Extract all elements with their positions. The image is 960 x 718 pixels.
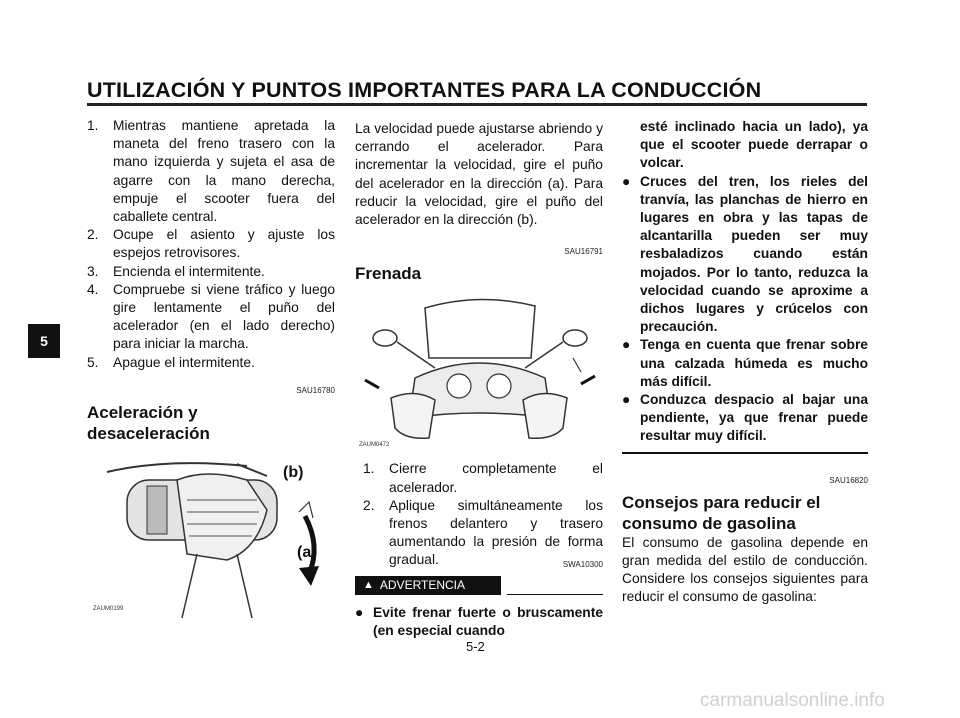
braking-steps-list	[355, 460, 603, 569]
bullet-dot-icon: ●	[622, 392, 631, 408]
figure-code: ZAUM0472	[359, 442, 390, 449]
throttle-figure	[87, 450, 335, 620]
warning-bullet: ● Conduzca despacio al bajar una pendiente, ya que frenar puede resultar muy difícil.	[622, 391, 868, 446]
chapter-tab: 5	[28, 324, 60, 358]
warning-bullet: ● Cruces del tren, los rieles del tranvía, las planchas de hierro en lugares en obra y las tapas de alcantarilla pueden ser muy resbaladizos cuando están mojados. Por lo tanto, reduzca la velocidad cuando se aproxime a dichos lugares y crúcelos con precaución.	[622, 173, 868, 337]
list-item: 4. Compruebe si viene tráfico y luego gire lentamente el puño del acelerador (en el lado derecho) para iniciar la marcha.	[87, 281, 335, 352]
section-code: SAU16791	[564, 247, 603, 257]
warning-triangle-icon: ▲	[363, 579, 374, 592]
list-item: 2. Aplique simultáneamente los frenos delantero y trasero aumentando la presión de forma gradual.	[363, 497, 603, 568]
header-rule	[87, 103, 867, 106]
column-2	[355, 120, 603, 640]
braking-figure	[355, 288, 603, 458]
list-item: 2. Ocupe el asiento y ajuste los espejos retrovisores.	[87, 227, 335, 261]
bullet-dot-icon: ●	[622, 337, 631, 353]
list-item: 1. Cierre completamente el acelerador.	[363, 461, 603, 495]
section-heading-acceleration: Aceleración y desaceleración	[87, 403, 210, 444]
warning-end-rule	[622, 452, 868, 454]
start-steps-list	[87, 117, 335, 372]
figure-label-b: (b)	[283, 464, 304, 482]
section-heading-braking: Frenada	[355, 264, 422, 284]
column-1	[87, 117, 335, 620]
figure-code: ZAUM0199	[93, 606, 124, 613]
warning-bullet: ● Tenga en cuenta que frenar sobre una calzada húmeda es mucho más difícil.	[622, 336, 868, 391]
fuel-paragraph: El consumo de gasolina depende en gran medida del estilo de conducción. Considere los consejos siguientes para reducir el consumo de gasolina:	[622, 534, 868, 605]
figure-label-a: (a)	[297, 544, 317, 562]
handlebar-illustration	[355, 288, 603, 458]
section-code: SAU16820	[829, 475, 868, 485]
bullet-dot-icon: ●	[355, 604, 364, 620]
list-item: 1. Mientras mantiene apretada la maneta del freno trasero con la mano izquierda y sujeta el asa de agarre con la mano derecha, empuje el scooter fuera del caballete central.	[87, 118, 335, 225]
page-header-title: UTILIZACIÓN Y PUNTOS IMPORTANTES PARA LA CONDUCCIÓN	[87, 78, 762, 102]
section-heading-fuel: Consejos para reducir el consumo de gasolina	[622, 492, 821, 533]
warning-code: SWA10300	[562, 559, 603, 569]
bullet-dot-icon: ●	[622, 173, 631, 189]
section-code: SAU16780	[296, 385, 335, 395]
warning-badge	[355, 576, 501, 595]
speed-paragraph: La velocidad puede ajustarse abriendo y cerrando el acelerador. Para incrementar la velocidad, gire el puño del acelerador en la dirección (a). Para reducir la velocidad, gire el puño del acelerador en la dirección (b).	[355, 121, 603, 228]
warning-label: ADVERTENCIA	[379, 578, 466, 593]
warning-rule	[507, 594, 603, 595]
watermark: carmanualsonline.info	[700, 690, 885, 711]
list-item: 5. Apague el intermitente.	[87, 354, 255, 370]
warning-header	[355, 576, 603, 598]
column-3	[622, 118, 868, 607]
warning-bullet: ● Evite frenar fuerte o bruscamente (en especial cuando	[355, 604, 603, 640]
warning-continuation: esté inclinado hacia un lado), ya que el scooter puede derrapar o volcar.	[640, 119, 868, 171]
list-item: 3. Encienda el intermitente.	[87, 263, 265, 279]
page-number: 5-2	[466, 639, 485, 654]
